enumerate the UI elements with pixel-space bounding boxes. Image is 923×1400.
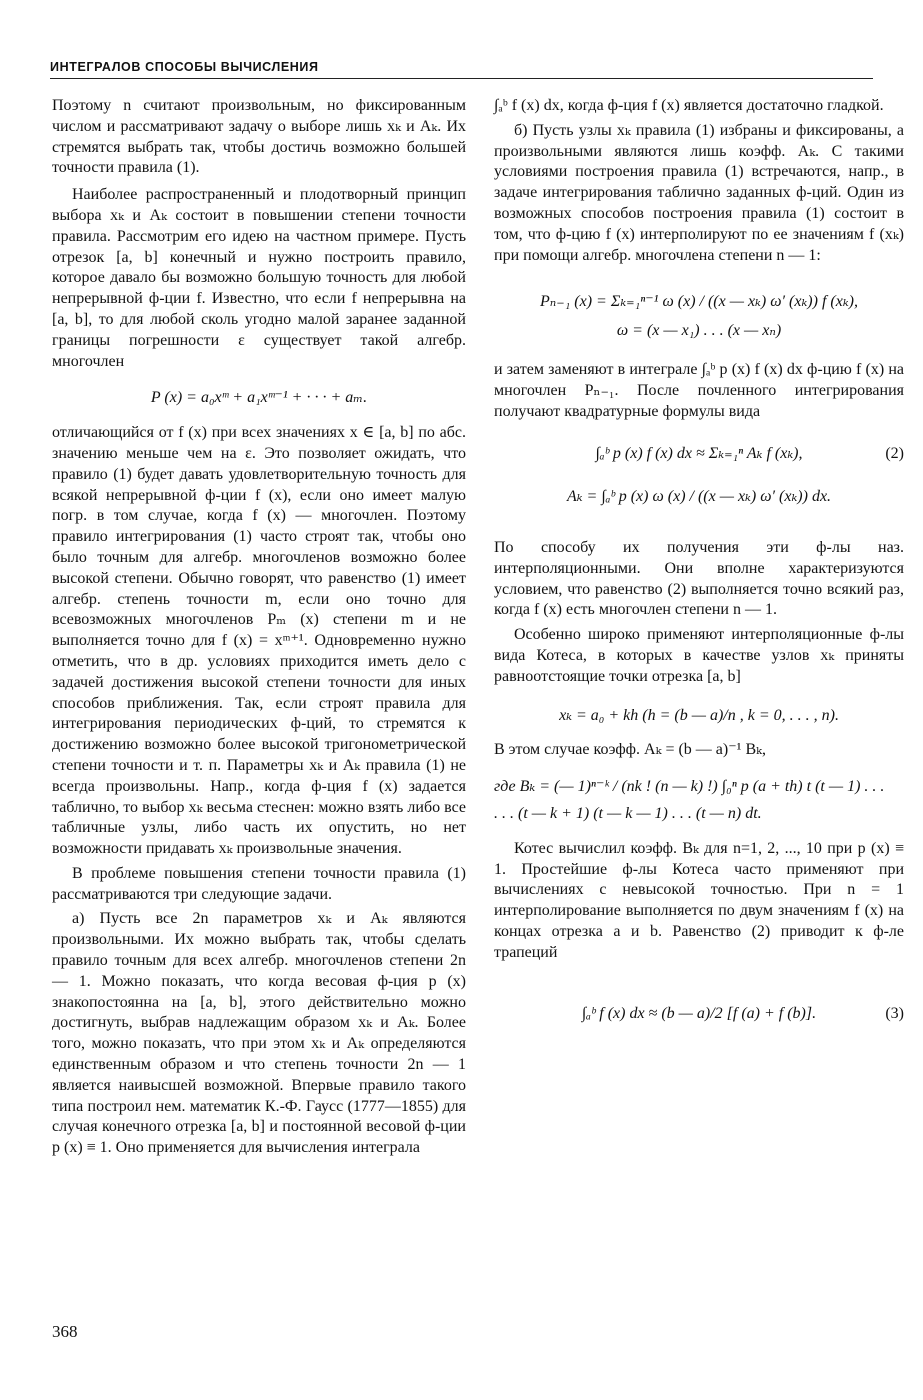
paragraph: ∫ₐᵇ f (x) dx, когда ф-ция f (x) является достаточно гладкой. <box>494 97 884 114</box>
paragraph: а) Пусть все 2n параметров xₖ и Aₖ являются произвольными. Их можно выбрать так, чтобы сделать правило точным для всех алгебр. многочленов степени 2n — 1. Можно показать, что когда весовая ф-ция p (x) знакопостоянна на [a, b], этого действительно можно достигнуть, выбрав надлежащим образом xₖ и Aₖ. Более того, можно показать, что при этом xₖ и Aₖ определяются единственным образом и что степень точности 2n — 1 является наивысшей возможной. Впервые правило такого типа построил нем. математик К.-Ф. Гаусс (1777—1855) для случая конечного отрезка [a, b] и постоянной весовой ф-ции p (x) ≡ 1. Оно применяется для вычисления интеграла <box>52 910 466 1157</box>
page-number: 368 <box>52 1322 78 1341</box>
paragraph: б) Пусть узлы xₖ правила (1) избраны и фиксированы, а произвольными являются лишь коэфф. Aₖ. С такими условиями построения правила (1) встречаются, напр., в задаче интегрирования таблично заданных ф-ций. Один из возможных способов построения правила (1) состоит в том, что ф-цию f (x) интерполируют по ее значениям f (xₖ) при помощи алгебр. многочлена степени n — 1: <box>494 121 904 264</box>
paragraph: Котес вычислил коэфф. Bₖ для n=1, 2, ..., 10 при p (x) ≡ 1. Простейшие ф-лы Котеса часто применяют при вычислениях с невысокой точностью. При n = 1 интерполирование выполняется по двум значениям f (x) на концах отрезка a и b. Равенство (2) приводит к ф-ле трапеций <box>494 839 904 961</box>
formula-Bk-continued: . . . (t — k + 1) (t — k — 1) . . . (t — n) dt. <box>494 804 762 822</box>
formula-Bk: где Bₖ = (— 1)ⁿ⁻ᵏ / (nk ! (n — k) !) ∫₀ⁿ p (a + th) t (t — 1) . . . <box>494 778 885 796</box>
paragraph: Поэтому n считают произвольным, но фиксированным числом и рассматривают задачу о выборе лишь xₖ и Aₖ. Их стремятся выбрать так, чтобы достичь возможно большей точности правила (1). <box>52 97 466 177</box>
formula-interpolation-polynomial: Pₙ₋₁ (x) = Σₖ₌₁ⁿ⁻¹ ω (x) / ((x — xₖ) ω′ (xₖ)) f (xₖ), <box>540 293 858 311</box>
header-title: ИНТЕГРАЛОВ СПОСОБЫ ВЫЧИСЛЕНИЯ <box>50 60 319 74</box>
formula-3-body: ∫ₐᵇ f (x) dx ≈ (b — a)/2 [f (a) + f (b)]. <box>581 1004 817 1022</box>
paragraph: Наиболее распространенный и плодотворный принцип выбора xₖ и Aₖ состоит в повышении степени точности правила. Рассмотрим его идею на частном примере. Пусть отрезок [a, b] конечный и нужно построить правило, которое давало бы возможно большую точность для любой непрерывной ф-ции f. Известно, что если f непрерывна на [a, b], то для любой сколь угодно малой заранее заданной границы погрешности ε существует такой алгебр. многочлен <box>52 186 466 370</box>
formula-nodes: xₖ = a₀ + kh (h = (b — a)/n , k = 0, . . . , n). <box>559 706 839 724</box>
formula-2 <box>494 444 904 465</box>
formula-3-number: (3) <box>885 1004 904 1022</box>
paragraph: Особенно широко применяют интерполяционные ф-лы вида Котеса, в которых в качестве узлов xₖ приняты равноотстоящие точки отрезка [a, b] <box>494 626 904 685</box>
right-column <box>494 96 904 1024</box>
paragraph: По способу их получения эти ф-лы наз. интерполяционными. Они вполне характеризуются условием, что равенство (2) выполняется точно всякий раз, когда f (x) есть многочлен степени n — 1. <box>494 538 904 619</box>
left-column <box>52 96 466 1159</box>
running-header <box>50 58 873 79</box>
formula-3 <box>494 1004 904 1025</box>
paragraph: В проблеме повышения степени точности правила (1) рассматриваются три следующие задачи. <box>52 864 466 903</box>
paragraph: В этом случае коэфф. Aₖ = (b — a)⁻¹ Bₖ, <box>494 741 766 759</box>
formula-omega: ω = (x — x₁) . . . (x — xₙ) <box>616 322 782 340</box>
paragraph: и затем заменяют в интеграле ∫ₐᵇ p (x) f (x) dx ф-цию f (x) на многочлен Pₙ₋₁. После почленного интегрирования получают квадратурные формулы вида <box>494 360 904 420</box>
formula-Ak: Aₖ = ∫ₐᵇ p (x) ω (x) / ((x — xₖ) ω′ (xₖ)) dx. <box>566 488 832 506</box>
paragraph: отличающийся от f (x) при всех значениях x ∈ [a, b] по абс. значению меньше чем на ε. Это позволяет ожидать, что правило (1) будет давать удовлетворительную точность для всякой непрерывной ф-ции f (x), если оно имеет малую погр. в том случае, когда f (x) — многочлен. Поэтому правило интегрирования (1) часто строят так, чтобы оно было точным для алгебр. многочленов возможно более высокой степени. Обычно говорят, что равенство (1) имеет алгебр. степень точности m, если оно точно для всевозможных многочленов Pₘ (x) степени m и не выполняется точно для f (x) = xᵐ⁺¹. Одновременно нужно отметить, что в др. условиях приходится иметь дело с задачей достижения высокой степени точности для иных способов приближения. Так, если строят правила для интегрирования периодических ф-ций, то стремятся к достижению возможно более высокой тригонометрической степени точности и т. п. Параметры xₖ и Aₖ правила (1) не всегда произвольны. Напр., когда ф-ция f (x) задается таблично, то выбор xₖ весьма стеснен: можно взять либо все табличные узлы, либо часть их опустить, но нет возможности придавать xₖ произвольные значения. <box>52 424 466 858</box>
formula-2-number: (2) <box>885 445 904 463</box>
formula-2-body: ∫ₐᵇ p (x) f (x) dx ≈ Σₖ₌₁ⁿ Aₖ f (xₖ), <box>595 445 803 463</box>
formula-polynomial: P (x) = a₀xᵐ + a₁xᵐ⁻¹ + · · · + aₘ. <box>150 389 368 407</box>
